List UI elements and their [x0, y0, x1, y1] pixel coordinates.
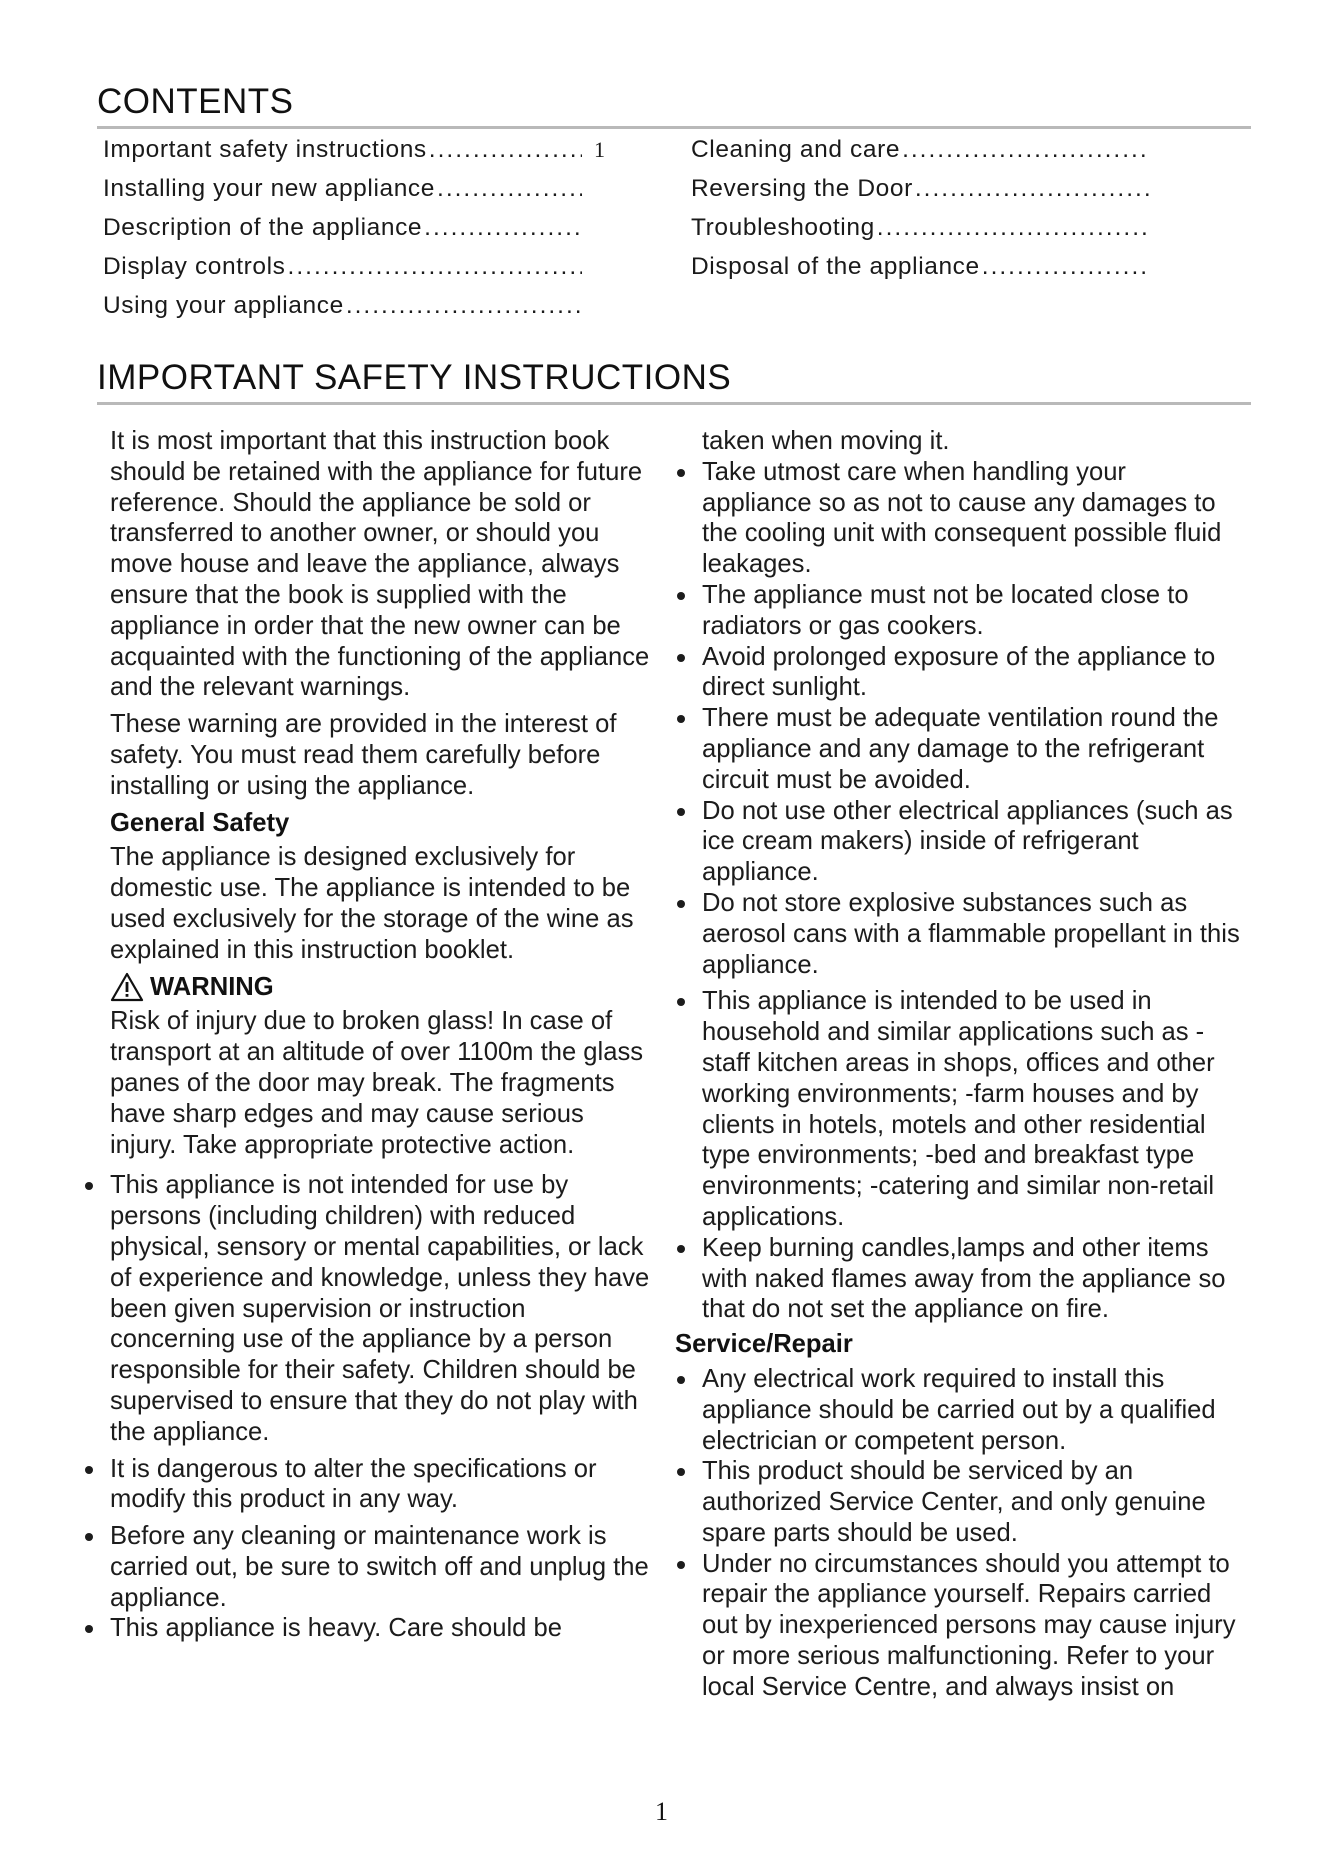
- safety-rule: [97, 402, 1251, 405]
- toc-label: Installing your new appliance: [103, 175, 436, 202]
- toc-label: Reversing the Door: [691, 175, 913, 202]
- toc-entry[interactable]: [691, 214, 1176, 253]
- safety-right-column: [675, 426, 1242, 1703]
- list-item: Under no circumstances should you attempt to repair the appliance yourself. Repairs carried out by inexperienced persons may cause injury or more serious malfunctioning. Refer to your local Service Centre, and always insist on: [702, 1549, 1242, 1703]
- list-item: There must be adequate ventilation round the appliance and any damage to the refrigerant circuit must be avoided.: [702, 703, 1242, 795]
- list-item: Do not store explosive substances such as aerosol cans with a flammable propellant in this appliance.: [702, 888, 1242, 980]
- warning-text: Risk of injury due to broken glass! In case of transport at an altitude of over 1100m the glass panes of the door may break. The fragments have sharp edges and may cause serious injury. Take appropriate protective action.: [110, 1007, 644, 1159]
- toc-entry[interactable]: [103, 136, 608, 175]
- service-bullet-list: [702, 1364, 1242, 1703]
- toc-entry[interactable]: [691, 175, 1176, 214]
- contents-right-column: [691, 136, 1176, 292]
- toc-label: Description of the appliance: [103, 214, 423, 241]
- toc-entry[interactable]: [103, 253, 608, 292]
- list-item: This appliance is heavy. Care should be: [110, 1613, 650, 1644]
- general-safety-heading: General Safety: [110, 808, 290, 837]
- service-repair-heading: Service/Repair: [675, 1330, 853, 1359]
- safety-title: IMPORTANT SAFETY INSTRUCTIONS: [97, 358, 732, 397]
- toc-entry[interactable]: [103, 175, 608, 214]
- list-item: This appliance is not intended for use by persons (including children) with reduced physical, sensory or mental capabilities, or lack of experience and knowledge, unless they have been given supervision or instruction concerning use of the appliance by a person responsible for their safety. Children should be supervised to ensure that they do not play with the appliance.: [110, 1171, 650, 1446]
- toc-page-number: 1: [594, 137, 606, 162]
- list-item: The appliance must not be located close to radiators or gas cookers.: [702, 580, 1242, 642]
- list-item: Before any cleaning or maintenance work is carried out, be sure to switch off and unplug the appliance.: [110, 1522, 649, 1612]
- left-bullet-list: [110, 1170, 650, 1644]
- contents-title: CONTENTS: [97, 82, 294, 121]
- toc-label: Disposal of the appliance: [691, 253, 980, 280]
- list-item: This product should be serviced by an authorized Service Center, and only genuine spare parts should be used.: [702, 1456, 1242, 1548]
- toc-entry[interactable]: [103, 292, 608, 331]
- list-item: Avoid prolonged exposure of the appliance to direct sunlight.: [702, 642, 1242, 704]
- list-item: It is dangerous to alter the specifications or modify this product in any way.: [110, 1454, 650, 1516]
- toc-entry[interactable]: [103, 214, 608, 253]
- toc-label: Cleaning and care: [691, 136, 901, 163]
- list-item: This appliance is intended to be used in household and similar applications such as -staff kitchen areas in shops, offices and other working environments; -farm houses and by clients in hotels, motels and other residential type environments; -bed and breakfast type environments; -catering and similar non-retail applications.: [702, 986, 1242, 1232]
- list-item: Keep burning candles,lamps and other items with naked flames away from the appliance so that do not set the appliance on fire.: [702, 1233, 1242, 1325]
- intro-paragraph: These warning are provided in the interest of safety. You must read them carefully before installing or using the appliance.: [110, 710, 617, 800]
- safety-left-column: [110, 426, 650, 1644]
- warning-heading: WARNING: [150, 972, 274, 1001]
- continuation-text: taken when moving it.: [702, 427, 950, 455]
- warning-triangle-icon: [110, 972, 144, 1002]
- list-item: Take utmost care when handling your appliance so as not to cause any damages to the cooling unit with consequent possible fluid leakages.: [702, 457, 1242, 580]
- list-item: Do not use other electrical appliances (such as ice cream makers) inside of refrigerant appliance.: [702, 796, 1242, 888]
- general-safety-text: The appliance is designed exclusively for domestic use. The appliance is intended to be used exclusively for the storage of the wine as explained in this instruction booklet.: [110, 843, 634, 964]
- toc-entry[interactable]: [691, 136, 1176, 175]
- toc-label: Using your appliance: [103, 292, 344, 319]
- page-number: 1: [655, 1797, 668, 1826]
- intro-paragraph: It is most important that this instruction book should be retained with the appliance for future reference. Should the appliance be sold or transferred to another owner, or should you move house and leave the appliance, always ensure that the book is supplied with the appliance in order that the new owner can be acquainted with the functioning of the appliance and the relevant warnings.: [110, 427, 650, 702]
- toc-label: Display controls: [103, 253, 286, 280]
- toc-label: Troubleshooting: [691, 214, 875, 241]
- toc-entry[interactable]: [691, 253, 1176, 292]
- contents-rule: [97, 126, 1251, 129]
- toc-label: Important safety instructions: [103, 136, 427, 163]
- list-item: Any electrical work required to install this appliance should be carried out by a qualified electrician or competent person.: [702, 1364, 1242, 1456]
- warning-heading-row: [110, 972, 650, 1003]
- contents-left-column: [103, 136, 608, 331]
- right-bullet-list: [702, 457, 1242, 1325]
